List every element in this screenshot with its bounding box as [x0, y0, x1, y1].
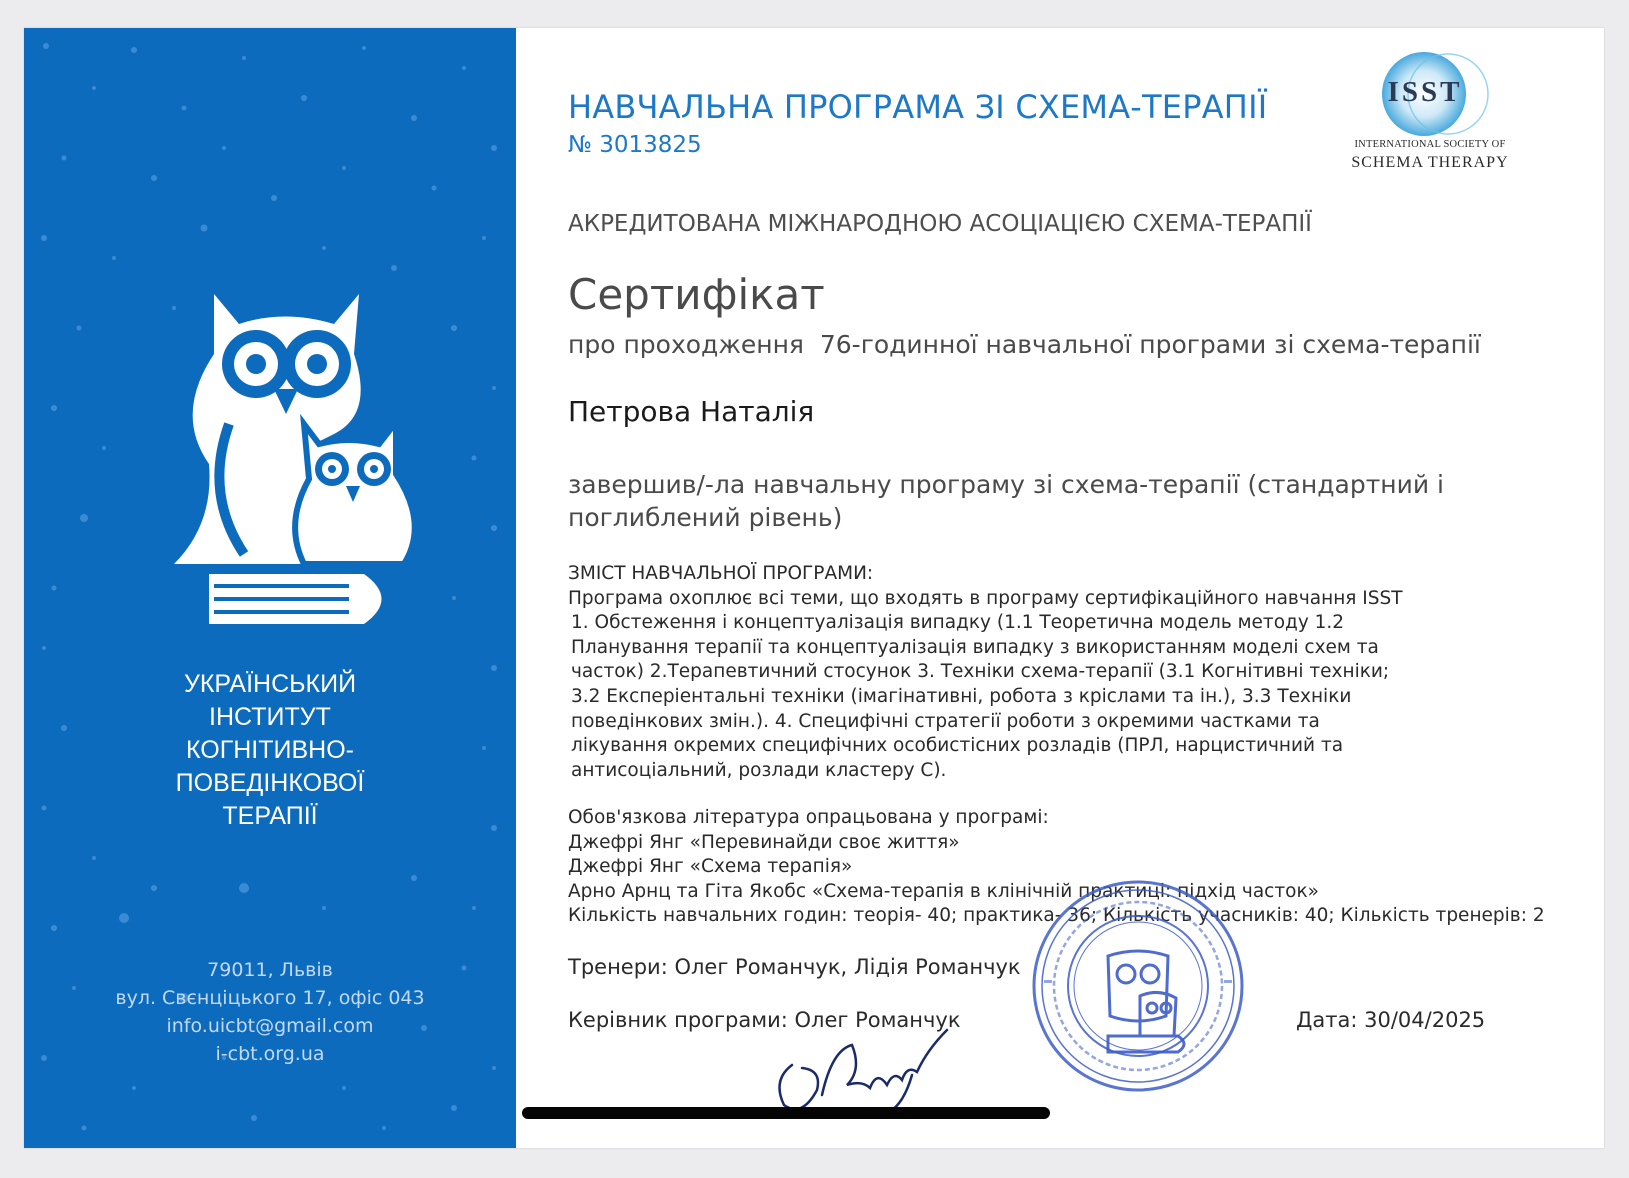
institute-stamp-icon	[1028, 876, 1248, 1096]
isst-society-line: INTERNATIONAL SOCIETY OF	[1354, 139, 1506, 150]
literature-item: Джефрі Янг «Перевинайди своє життя»	[568, 831, 960, 853]
contact-email[interactable]: info.uicbt@gmail.com	[166, 1015, 374, 1037]
contact-website[interactable]: i-cbt.org.ua	[215, 1043, 325, 1065]
certificate-title: Сертифікат	[568, 270, 825, 319]
institute-name-line: ІНСТИТУТ	[209, 703, 331, 731]
recipient-name: Петрова Наталія	[568, 395, 815, 428]
contents-topics: 1. Обстеження і концептуалізація випадку (1.1 Теоретична модель методу 1.2 Планування терапії та концептуалізація випадку з використанням моделі схем та часток) 2.Терапевтичний стосунок 3. Техніки схема-терапії (3.1 Когнітивні техніки; 3.2 Експеріентальні техніки (імагінативні, робота з кріслами та ін.), 3.3 Техніки поведінкових змін.). 4. Специфічні стратегії роботи з окремими частками та лікування окремих специфічних особистісних розладів (ПРЛ, нарцистичний та антисоціальний, розлади кластеру С).	[571, 612, 1390, 781]
owl-with-owlet-on-book-icon	[134, 264, 434, 664]
institute-contacts	[24, 956, 516, 1068]
program-title: НАВЧАЛЬНА ПРОГРАМА ЗІ СХЕМА-ТЕРАПІЇ	[568, 88, 1268, 126]
literature-item: Джефрі Янг «Схема терапія»	[568, 856, 853, 878]
institute-sidebar	[24, 28, 516, 1148]
signature-icon	[762, 1010, 962, 1120]
contents-heading: ЗМІСТ НАВЧАЛЬНОЇ ПРОГРАМИ:	[568, 563, 874, 584]
institute-name-line: ПОВЕДІНКОВОЇ	[175, 769, 365, 797]
accreditation-line: АКРЕДИТОВАНА МІЖНАРОДНОЮ АСОЦІАЦІЄЮ СХЕМА-ТЕРАПІЇ	[568, 211, 1312, 237]
program-director-line: Керівник програми: Олег Романчук	[568, 1008, 961, 1032]
contact-address: вул. Свєнціцького 17, офіс 043	[115, 987, 425, 1009]
isst-abbreviation: ISST	[1387, 76, 1463, 108]
program-contents	[568, 562, 1528, 783]
trainers-line: Тренери: Олег Романчук, Лідія Романчук	[568, 955, 1021, 979]
issue-date: Дата: 30/04/2025	[1296, 1008, 1486, 1032]
institute-name-line: КОГНІТИВНО-	[185, 736, 354, 764]
certificate-subtitle: про проходження 76-годинної навчальної програми зі схема-терапії	[568, 330, 1481, 359]
contact-city: 79011, Львів	[207, 959, 333, 981]
completion-statement: завершив/-ла навчальну програму зі схема-терапії (стандартний і поглиблений рівень)	[568, 470, 1444, 532]
institute-name-line: УКРАЇНСЬКИЙ	[183, 670, 357, 698]
literature-heading: Обов'язкова література опрацьована у програмі:	[568, 807, 1049, 828]
contents-intro: Програма охоплює всі теми, що входять в програму сертифікаційного навчання ISST	[568, 587, 1403, 609]
certificate-page	[24, 28, 1604, 1148]
isst-schema-line: SCHEMA THERAPY	[1351, 154, 1509, 171]
institute-name-line: ТЕРАПІЇ	[222, 802, 318, 830]
institute-name	[24, 668, 516, 833]
hours-summary: Кількість навчальних годин: теорія- 40; практика- 36; Кількість учасників: 40; Кількість тренерів: 2	[568, 905, 1545, 927]
program-number: № 3013825	[568, 132, 702, 158]
literature-item: Арно Арнц та Гіта Якобс «Схема-терапія в клінічній практиці: підхід часток»	[568, 880, 1319, 902]
home-indicator[interactable]	[522, 1107, 1050, 1119]
